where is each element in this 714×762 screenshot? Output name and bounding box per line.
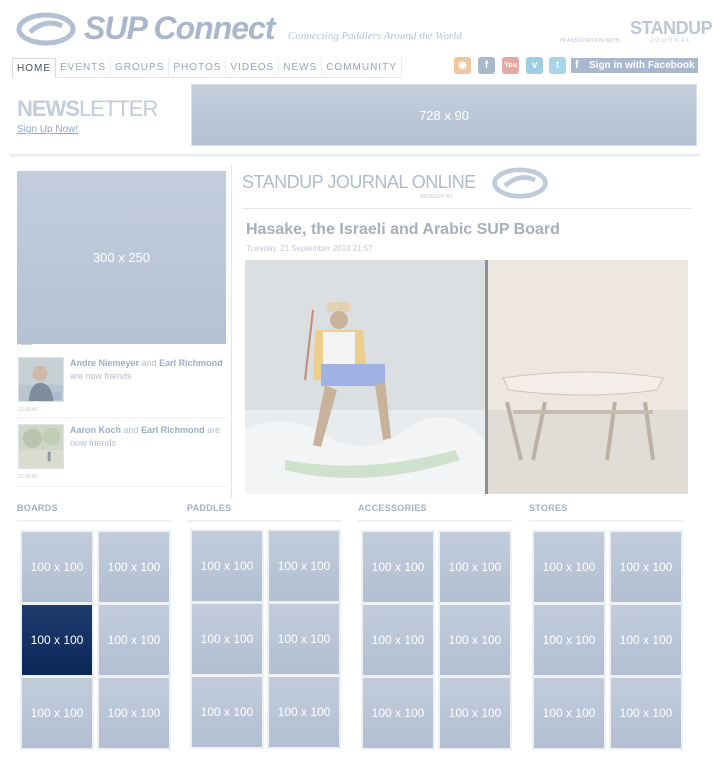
twitter-icon[interactable]: t <box>549 57 566 74</box>
paddles-thumb[interactable]: 100 x 100 <box>192 604 262 674</box>
boards-thumb[interactable]: 100 x 100 <box>99 678 169 748</box>
stores-thumb[interactable]: 100 x 100 <box>611 605 681 675</box>
facebook-signin-label: Sign in with Facebook <box>589 60 695 71</box>
feed-item <box>18 424 228 480</box>
nav-item-events[interactable]: EVENTS <box>56 58 111 78</box>
newsletter-title: NEWSLETTER <box>17 96 158 121</box>
category-rule <box>17 520 172 522</box>
paddles-thumb[interactable]: 100 x 100 <box>192 677 262 747</box>
paddles-thumb[interactable]: 100 x 100 <box>269 531 339 601</box>
accessories-thumb[interactable]: 100 x 100 <box>440 678 510 748</box>
feed-user-link[interactable]: Andre Niemeyer <box>70 358 140 368</box>
feed-time: 21:06:43 <box>18 407 38 413</box>
boards-thumb[interactable]: 100 x 100 <box>22 532 92 602</box>
stores-thumb[interactable]: 100 x 100 <box>534 678 604 748</box>
category-heading-boards[interactable]: BOARDS <box>17 503 58 513</box>
accessories-thumb[interactable]: 100 x 100 <box>363 532 433 602</box>
nav-item-community[interactable]: COMMUNITY <box>322 58 402 78</box>
feed-user-link[interactable]: Earl Richmond <box>141 425 205 435</box>
accessories-thumb[interactable]: 100 x 100 <box>440 605 510 675</box>
feed-item <box>18 357 228 413</box>
category-heading-stores[interactable]: STORES <box>529 503 568 513</box>
feed-divider <box>17 417 227 418</box>
newsletter-signup-link[interactable]: Sign Up Now! <box>17 124 79 135</box>
column-divider <box>231 165 232 498</box>
article-photo[interactable] <box>245 260 688 494</box>
vimeo-icon[interactable]: v <box>526 57 543 74</box>
nav-item-home[interactable]: HOME <box>12 58 56 78</box>
association-label: IN ASSOCIATION WITH <box>560 38 620 44</box>
article-date: Tuesday, 21 September 2010 21:57 <box>246 244 373 253</box>
journal-title[interactable]: STANDUP JOURNAL ONLINE <box>242 172 476 192</box>
accessories-thumb[interactable]: 100 x 100 <box>440 532 510 602</box>
category-rule <box>187 520 342 522</box>
facebook-signin-button[interactable] <box>571 58 698 73</box>
feed-time: 21:06:43 <box>18 474 38 480</box>
boards-thumb[interactable]: 100 x 100 <box>22 678 92 748</box>
avatar[interactable] <box>18 357 64 402</box>
category-heading-paddles[interactable]: PADDLES <box>187 503 232 513</box>
journal-rule <box>242 208 692 209</box>
stores-thumb[interactable]: 100 x 100 <box>611 678 681 748</box>
category-rule <box>529 520 684 522</box>
paddles-thumb[interactable]: 100 x 100 <box>269 677 339 747</box>
sup-logo-icon <box>490 167 550 199</box>
rss-icon[interactable]: ◉ <box>454 57 471 74</box>
facebook-f-icon: f <box>575 59 579 71</box>
feed-user-link[interactable]: Aaron Koch <box>70 425 122 435</box>
article-title[interactable]: Hasake, the Israeli and Arabic SUP Board <box>246 221 560 238</box>
feed-divider <box>17 486 227 487</box>
boards-thumb[interactable]: 100 x 100 <box>99 605 169 675</box>
partner-logo[interactable]: STANDUP <box>630 18 713 38</box>
boards-thumb[interactable]: 100 x 100 <box>99 532 169 602</box>
accessories-thumb[interactable]: 100 x 100 <box>363 605 433 675</box>
accessories-thumb[interactable]: 100 x 100 <box>363 678 433 748</box>
main-nav <box>12 58 402 78</box>
feed-text: Aaron Koch and Earl Richmond are now friends <box>70 425 221 448</box>
feed-user-link[interactable]: Earl Richmond <box>159 358 223 368</box>
stores-thumb[interactable]: 100 x 100 <box>534 532 604 602</box>
boards-thumb-selected[interactable]: 100 x 100 <box>22 605 92 675</box>
feed-text: Andre Niemeyer and Earl Richmond are now friends <box>70 358 223 381</box>
partner-logo-sub: JOURNAL <box>650 38 693 44</box>
nav-item-photos[interactable]: PHOTOS <box>169 58 226 78</box>
nav-item-groups[interactable]: GROUPS <box>111 58 169 78</box>
nav-item-videos[interactable]: VIDEOS <box>226 58 279 78</box>
banner-ad[interactable]: 728 x 90 <box>191 84 697 146</box>
side-ad[interactable]: 300 x 250 <box>17 171 226 344</box>
category-heading-accessories[interactable]: ACCESSORIES <box>358 503 427 513</box>
tagline: Connecting Paddlers Around the World <box>288 30 462 42</box>
paddles-thumb[interactable]: 100 x 100 <box>269 604 339 674</box>
youtube-icon[interactable]: You <box>502 57 519 74</box>
site-logo[interactable]: SUP Connect <box>84 10 275 46</box>
feed-heading: FEED <box>17 341 34 347</box>
stores-thumb[interactable]: 100 x 100 <box>611 532 681 602</box>
stores-thumb[interactable]: 100 x 100 <box>534 605 604 675</box>
sup-logo-icon[interactable] <box>16 12 76 46</box>
header-divider <box>10 154 700 157</box>
brought-by-label: BROUGHT BY <box>420 194 453 200</box>
facebook-icon[interactable]: f <box>478 57 495 74</box>
nav-item-news[interactable]: NEWS <box>279 58 322 78</box>
paddles-thumb[interactable]: 100 x 100 <box>192 531 262 601</box>
avatar[interactable] <box>18 424 64 469</box>
category-rule <box>358 520 513 522</box>
